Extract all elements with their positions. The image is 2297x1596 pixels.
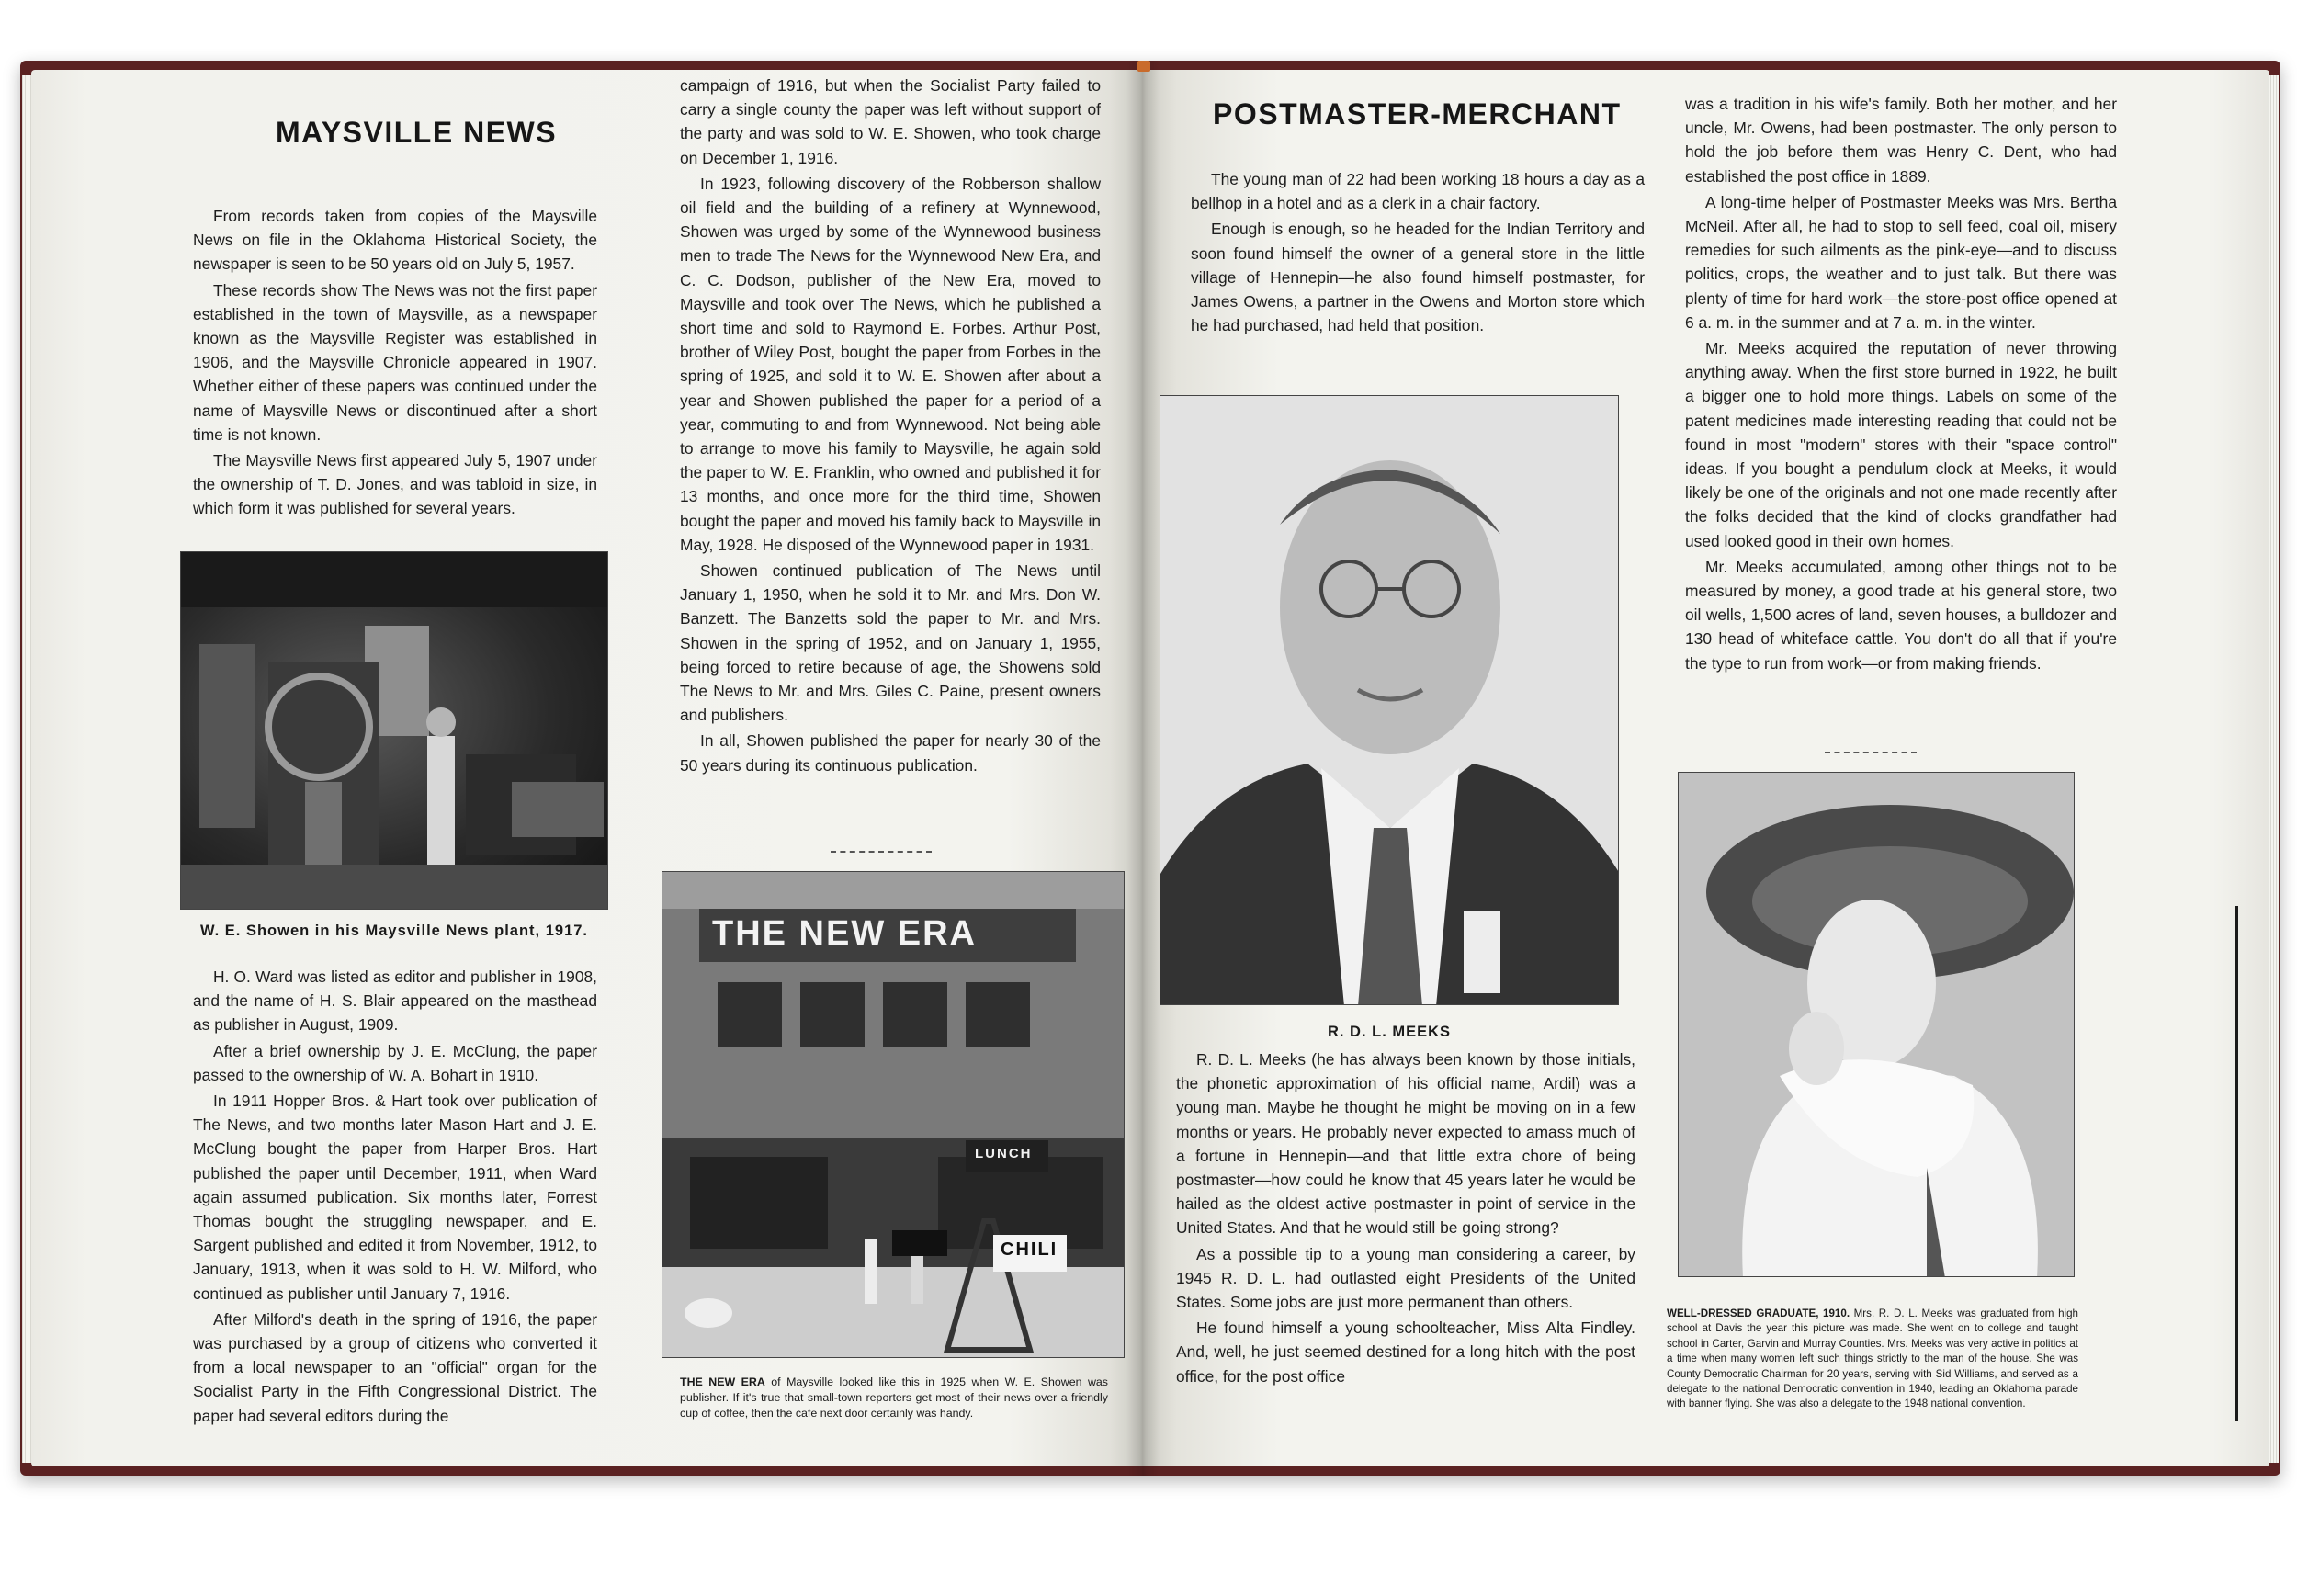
new-era-caption: [680, 1375, 1108, 1422]
paragraph: R. D. L. Meeks (he has always been known by those initials, the phonetic approximation of his official name, Ardil) was a young man. Maybe he thought he might be moving on in a few months or years. He probably never expected to amass much of a fortune in Hennepin—and that little extra chore of being postmaster—how could he know that 45 years later he would be hailed as the oldest active postmaster in point of service in the United States. And that he would still be going strong?: [1176, 1050, 1635, 1238]
left-col1-bottom-text: [193, 965, 597, 1430]
graduate-caption-lead: WELL-DRESSED GRADUATE, 1910.: [1667, 1307, 1850, 1319]
paragraph: In all, Showen published the paper for nearly 30 of the 50 years during its continuous publication.: [680, 731, 1101, 775]
paragraph: These records show The News was not the first paper established in the town of Maysville, as a newspaper known as the Maysville Register was established in 1906, and the Maysville Chronicle appeared in 1907. Whether either of these papers was continued under the name of Maysville News or discontinued after a short time is not known.: [193, 280, 597, 444]
paragraph: Mr. Meeks acquired the reputation of never throwing anything away. When the first store burned in 1922, he built a bigger one to hold more things. Labels on some of the patent medicines made interesting reading that could not be found in most "modern" stores with their "space control" ideas. If you bought a pendulum clock at Meeks, it would likely be one of the originals and not one made recently after the folks decided that the kind of clocks grandfather had used looked good in their own homes.: [1685, 339, 2117, 550]
bookmark-ribbon: [1137, 61, 1150, 72]
section-divider: [1825, 752, 1917, 753]
paragraph: Showen continued publication of The News until January 1, 1950, when he sold it to Mr. and Mrs. Don W. Banzett. The Banzetts sold the paper to Mr. and Mrs. Showen in the spring of 1952, and on January 1, 1955, being forced to retire because of age, the Showens sold The News to Mr. and Mrs. Giles C. Paine, present owners and publishers.: [680, 561, 1101, 725]
paragraph: campaign of 1916, but when the Socialist Party failed to carry a single county the paper was left without support of the party and was sold to W. E. Showen, who took charge on December 1, 1916.: [680, 76, 1101, 167]
graduate-photo: [1678, 772, 2075, 1277]
paragraph: As a possible tip to a young man considering a career, by 1945 R. D. L. had outlasted eight Presidents of the United States. Some jobs are just more permanent than others.: [1176, 1244, 1635, 1312]
chili-sign: CHILI: [1001, 1239, 1058, 1260]
book-gutter: [1126, 61, 1160, 1476]
paragraph: From records taken from copies of the Maysville News on file in the Oklahoma Historical Society, the newspaper is seen to be 50 years old on July 5, 1957.: [193, 207, 597, 274]
news-plant-photo: [180, 551, 608, 910]
meeks-portrait-photo: [1160, 395, 1619, 1005]
paragraph: Mr. Meeks accumulated, among other things not to be measured by money, a good trade at his general store, two oil wells, 1,500 acres of land, seven houses, a bulldozer and 130 head of whiteface cattle. You don't do all that if you're the type to run from work—or from making friends.: [1685, 557, 2117, 673]
right-col2-text: [1685, 92, 2117, 677]
graduate-caption: [1667, 1307, 2078, 1412]
left-col1-top-text: [193, 204, 597, 523]
new-era-photo: [662, 871, 1125, 1358]
graduate-illustration: [1679, 773, 2075, 1277]
paragraph: In 1911 Hopper Bros. & Hart took over publication of The News, and two months later Mason Hart and J. E. McClung bought the paper from Harper Bros. Hart published the paper until December, 1911, when Ward again assumed publication. Six months later, Forrest Thomas bought the struggling newspaper, and E. Sargent published and edited it from November, 1912, to January, 1913, when it was sold to H. W. Milford, who continued as publisher until January 7, 1916.: [193, 1092, 597, 1303]
left-page: [31, 70, 1143, 1466]
news-plant-caption: W. E. Showen in his Maysville News plant, 1917.: [199, 923, 589, 939]
left-col2-text: [680, 74, 1101, 779]
meeks-portrait-illustration: [1160, 396, 1619, 1005]
lunch-sign: LUNCH: [975, 1146, 1033, 1161]
paragraph: The Maysville News first appeared July 5, 1907 under the ownership of T. D. Jones, and was tabloid in size, in which form it was published for several years.: [193, 451, 597, 518]
new-era-caption-lead: THE NEW ERA: [680, 1375, 765, 1388]
paragraph: A long-time helper of Postmaster Meeks was Mrs. Bertha McNeil. After all, he had to stop to sell feed, coal oil, misery remedies for such ailments as the pink-eye—and to discuss politics, crops, the weather and to just talk. But there was plenty of time for hard work—the store-post office opened at 6 a. m. in the summer and at 7 a. m. in the winter.: [1685, 192, 2117, 332]
right-page: [1143, 70, 2269, 1466]
paragraph: The young man of 22 had been working 18 hours a day as a bellhop in a hotel and as a clerk in a chair factory.: [1191, 170, 1645, 213]
new-era-sign: THE NEW ERA: [712, 914, 977, 953]
new-era-caption-text: of Maysville looked like this in 1925 when W. E. Showen was publisher. If it's true that small-town reporters get most of their news over a friendly cup of coffee, then the cafe next door certainly was handy.: [680, 1375, 1108, 1421]
paragraph: In 1923, following discovery of the Robberson shallow oil field and the building of a refinery at Wynnewood, Showen was urged by some of the Wynnewood business men to trade The News for the Wynnewood New Era, and C. C. Dodson, publisher of the New Era, moved to Maysville and took over The News, which he published a short time and sold to Raymond E. Forbes. Arthur Post, brother of Wiley Post, bought the paper from Forbes in the spring of 1925, and sold it to W. E. Showen after about a year and Showen published the paper for a period of a year, commuting to and from Wynnewood. Not being able to arrange to move his family to Maysville, he again sold the paper to W. E. Franklin, who owned and published it for 13 months, and once more for the third time, Showen bought the paper and moved his family back to Maysville in May, 1928. He disposed of the Wynnewood paper in 1931.: [680, 174, 1101, 554]
paragraph: He found himself a young schoolteacher, Miss Alta Findley. And, well, he just seemed destined for a long hitch with the post office, for the post office: [1176, 1319, 1635, 1386]
postmaster-merchant-title: POSTMASTER-MERCHANT: [1213, 97, 1622, 130]
graduate-caption-text: Mrs. R. D. L. Meeks was graduated from high school at Davis the year this picture was made. She went on to college and taught school in Carter, Garvin and Murray Counties. Mrs. Meeks was very active in politics at a time when many women left such things strictly to the man of the house. She was County Democratic Chairman for 20 years, serving with Sid Williams, and served as a delegate to the national Democratic convention in 1940, leading an Oklahoma parade with banner flying. She was also a delegate to the 1948 national convention.: [1667, 1307, 2078, 1410]
page-edge-marker: [2235, 906, 2238, 1421]
paragraph: After Milford's death in the spring of 1916, the paper was purchased by a group of citizens who converted it from a local newspaper to an "official" organ for the Socialist Party in the Fifth Congressional District. The paper had several editors during the: [193, 1309, 597, 1425]
paragraph: After a brief ownership by J. E. McClung, the paper passed to the ownership of W. A. Bohart in 1910.: [193, 1041, 597, 1084]
right-col1-top-text: [1191, 167, 1645, 339]
section-divider: [831, 851, 932, 853]
right-col1-bottom-text: [1176, 1047, 1635, 1390]
news-plant-illustration: [181, 552, 608, 910]
meeks-portrait-caption: R. D. L. MEEKS: [1327, 1024, 1452, 1040]
paragraph: H. O. Ward was listed as editor and publisher in 1908, and the name of H. S. Blair appeared on the masthead as publisher in August, 1909.: [193, 968, 597, 1035]
maysville-news-title: MAYSVILLE NEWS: [276, 116, 558, 149]
paragraph: was a tradition in his wife's family. Both her mother, and her uncle, Mr. Owens, had been postmaster. The only person to hold the job before them was Henry C. Dent, who had established the post office in 1889.: [1685, 95, 2117, 186]
paragraph: Enough is enough, so he headed for the Indian Territory and soon found himself the owner of a general store in the little village of Hennepin—he also found himself postmaster, for James Owens, a partner in the Owens and Morton store which he had purchased, had held that position.: [1191, 220, 1645, 335]
